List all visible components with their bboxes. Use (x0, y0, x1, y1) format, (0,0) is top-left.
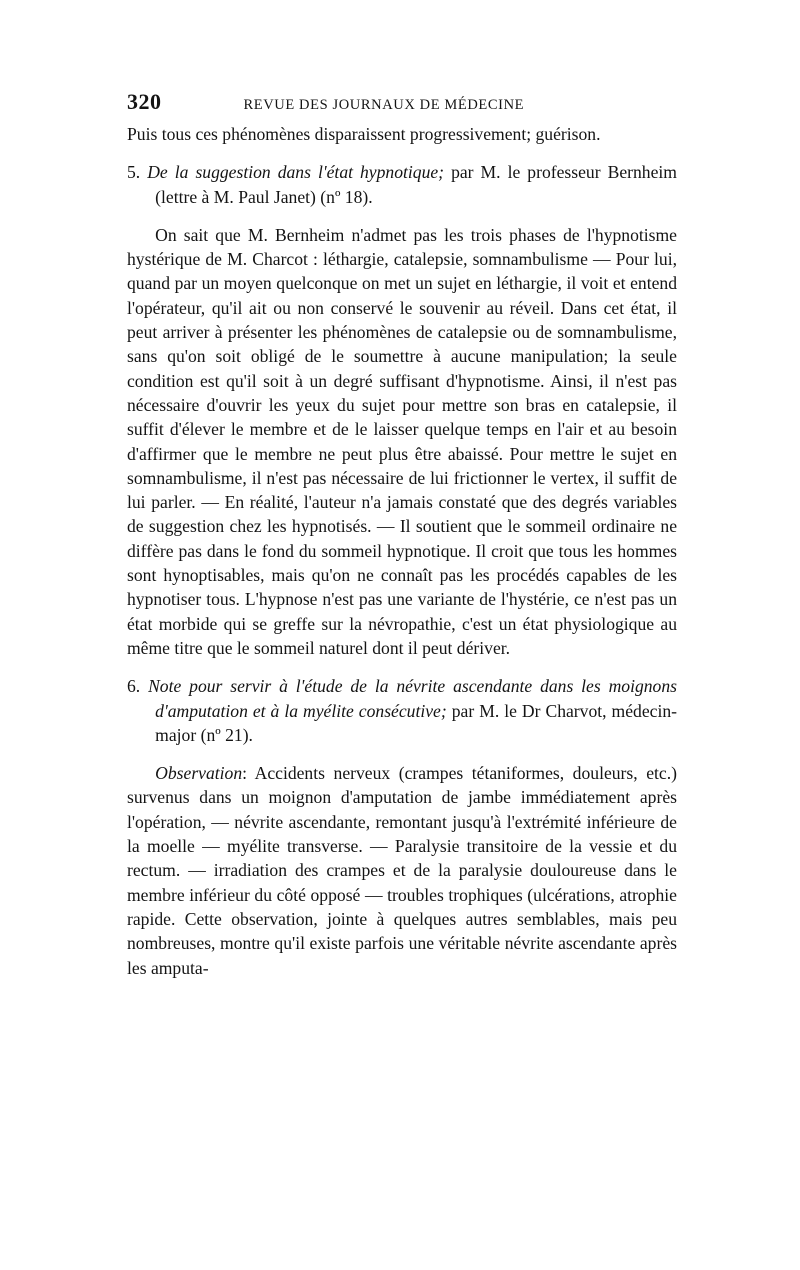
observation-label: Observation (155, 763, 243, 784)
observation-text: : Accidents nerveux (crampes tétaniformes, douleurs, etc.) survenus dans un moignon d'amputation de jambe immédiatement après l'opération, — névrite ascendante, remontant jusqu'à l'extrémité inférieure de la moelle — myélite transverse. — Paralysie transitoire de la vessie et du rectum. — irradiation des crampes et de la paralysie douloureuse dans le membre inférieur du côté opposé — troubles trophiques (ulcérations, atrophie rapide. Cette observation, jointe à quelques autres semblables, mais peu nombreuses, montre qu'il existe parfois une véritable névrite ascendante après les amputa- (127, 763, 677, 978)
section-5-title: De la suggestion dans l'état hypnotique; (147, 162, 445, 183)
section-6-body (127, 761, 677, 980)
book-page (127, 88, 677, 980)
page-number: 320 (127, 89, 162, 114)
section-5-heading (127, 160, 677, 209)
section-5-number: 5. (127, 162, 141, 183)
section-6-author: par M. le Dr Charvot, médecin-major (nº 21). (155, 700, 677, 745)
running-title: REVUE DES JOURNAUX DE MÉDECINE (243, 97, 525, 113)
section-6-heading (127, 674, 677, 747)
section-6-title: Note pour servir à l'étude de la névrite ascendante dans les moignons d'amputation et à la myélite consécutive; (148, 676, 677, 721)
intro-paragraph: Puis tous ces phénomènes disparaissent progressivement; guérison. (127, 124, 601, 144)
section-6-number: 6. (127, 676, 141, 697)
section-5-author: par M. le professeur Bernheim (lettre à M. Paul Janet) (nº 18). (155, 162, 677, 207)
section-5-body: On sait que M. Bernheim n'admet pas les trois phases de l'hypnotisme hystérique de M. Charcot : léthargie, catalepsie, somnambulisme — Pour lui, quand par un moyen quelconque on met un sujet en léthargie, il voit et entend l'opérateur, qu'il ait ou non conservé le souvenir au réveil. Dans cet état, il peut arriver à présenter les phénomènes de catalepsie ou de somnambulisme, sans qu'on soit obligé de le soumettre à aucune manipulation; la seule condition est qu'il soit à un degré suffisant d'hypnotisme. Ainsi, il n'est pas nécessaire d'ouvrir les yeux du sujet pour mettre son bras en catalepsie, il suffit d'élever le membre et de le laisser quelque temps en l'air et au besoin d'affirmer que le membre ne peut plus être abaissé. Pour mettre le sujet en somnambulisme, il n'est pas nécessaire de lui frictionner le vertex, il suffit de lui parler. — En réalité, l'auteur n'a jamais constaté que des degrés variables de suggestion chez les hypnotisés. — Il soutient que le sommeil ordinaire ne diffère pas dans le fond du sommeil hypnotique. Il croit que tous les hommes sont hynoptisables, mais qu'on ne connaît pas les procédés capables de les hypnotiser tous. L'hypnose n'est pas une variante de l'hystérie, ce n'est pas un état morbide qui se greffe sur la névropathie, c'est un état physiologique au même titre que le sommeil naturel dont il peut dériver. (127, 224, 677, 658)
page-header (127, 88, 677, 116)
